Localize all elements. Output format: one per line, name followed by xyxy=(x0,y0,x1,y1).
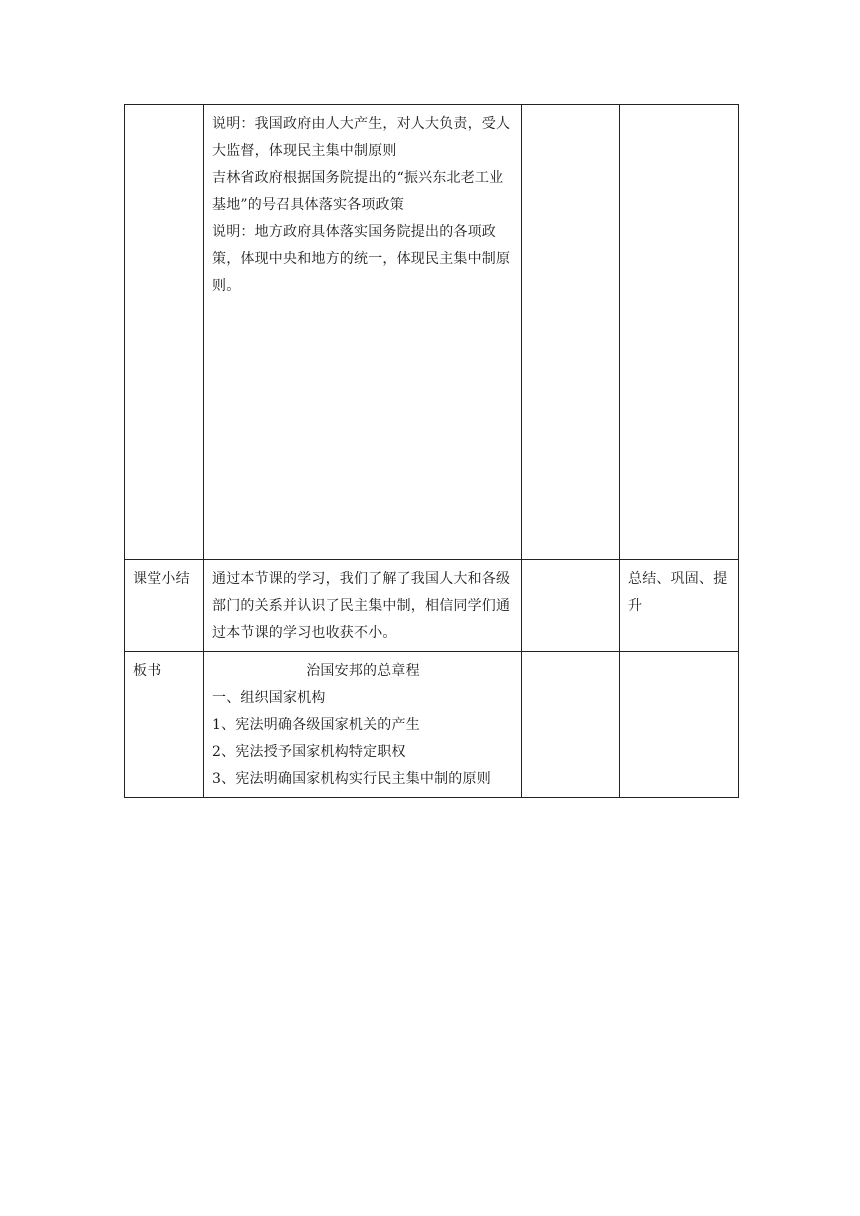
row-label-cell xyxy=(125,560,204,652)
empty-cell xyxy=(620,105,739,560)
outline-item: 一、组织国家机构 xyxy=(212,690,326,706)
cell-text xyxy=(522,105,619,115)
outline-item: 3、宪法明确国家机构实行民主集中制的原则 xyxy=(212,771,491,787)
content-cell xyxy=(204,560,522,652)
row-label: 板书 xyxy=(133,663,162,679)
table-row xyxy=(125,105,739,560)
row-label-cell xyxy=(125,105,204,560)
row-label-cell xyxy=(125,652,204,798)
table-row xyxy=(125,560,739,652)
row-label: 课堂小结 xyxy=(133,571,190,587)
lesson-plan-table xyxy=(124,104,739,798)
summary-text: 通过本节课的学习，我们了解了我国人大和各级部门的关系并认识了民主集中制，相信同学们通过本节课的学习也收获不小。 xyxy=(212,571,511,641)
cell-text xyxy=(522,652,619,662)
row-label xyxy=(125,105,203,115)
example-paragraph: 吉林省政府根据国务院提出的“振兴东北老工业基地”的号召具体落实各项政策 xyxy=(212,170,504,213)
empty-cell xyxy=(522,105,620,560)
explanation-paragraph: 说明：我国政府由人大产生，对人大负责，受人大监督，体现民主集中制原则 xyxy=(212,116,511,159)
table-row xyxy=(125,652,739,798)
blackboard-title: 治国安邦的总章程 xyxy=(306,663,420,679)
content-cell xyxy=(204,652,522,798)
content-text xyxy=(204,105,521,304)
explanation-paragraph: 说明：地方政府具体落实国务院提出的各项政策，体现中央和地方的统一，体现民主集中制原则。 xyxy=(212,224,511,294)
empty-cell xyxy=(522,560,620,652)
outline-item: 2、宪法授予国家机构特定职权 xyxy=(212,744,406,760)
cell-text xyxy=(620,652,738,662)
empty-cell xyxy=(522,652,620,798)
empty-cell xyxy=(620,652,739,798)
blackboard-text xyxy=(204,652,521,797)
cell-text xyxy=(620,105,738,115)
content-cell xyxy=(204,105,522,560)
cell-text xyxy=(522,560,619,570)
purpose-cell xyxy=(620,560,739,652)
purpose-text: 总结、巩固、提升 xyxy=(628,571,728,614)
outline-item: 1、宪法明确各级国家机关的产生 xyxy=(212,717,420,733)
